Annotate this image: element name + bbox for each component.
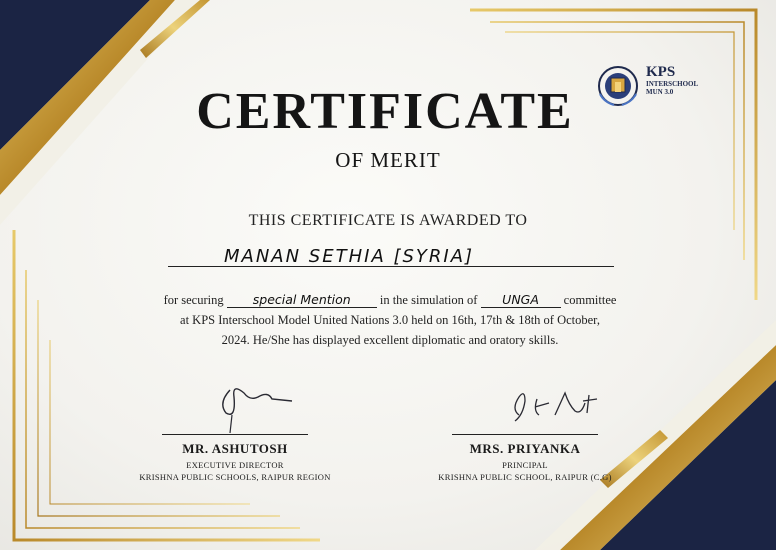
body-line-1: [130, 290, 650, 310]
awarded-to-label: THIS CERTIFICATE IS AWARDED TO: [248, 212, 528, 229]
signatory-role: PRINCIPAL: [502, 460, 548, 470]
signatory-left: [120, 434, 350, 482]
ashutosh-signature: [210, 375, 300, 435]
recipient-underline: [168, 266, 614, 267]
body-middle: in the simulation of: [379, 293, 478, 307]
body-suffix: committee: [563, 293, 617, 307]
body-prefix: for securing: [163, 293, 224, 307]
committee-field: UNGA: [481, 293, 561, 308]
award-field: special Mention: [227, 293, 377, 308]
signatory-role: EXECUTIVE DIRECTOR: [186, 460, 284, 470]
certificate-title: CERTIFICATE: [196, 83, 574, 140]
signatory-name: MR. ASHUTOSH: [182, 441, 288, 456]
signatory-name: MRS. PRIYANKA: [469, 441, 581, 456]
signatory-organization: KRISHNA PUBLIC SCHOOLS, RAIPUR REGION: [139, 472, 331, 482]
signature-line: [162, 434, 308, 435]
logo-line-2: MUN 3.0: [646, 88, 674, 96]
signatory-organization: KRISHNA PUBLIC SCHOOL, RAIPUR (C.G): [438, 472, 612, 482]
signature-line: [452, 434, 598, 435]
logo-name: KPS: [646, 64, 676, 80]
signatory-right: [410, 434, 640, 482]
body-line-3: 2024. He/She has displayed excellent diplomatic and oratory skills.: [221, 333, 559, 347]
priyanka-signature: [505, 385, 605, 425]
logo-line-1: INTERSCHOOL: [646, 80, 699, 88]
recipient-name: MANAN SETHIA [SYRIA]: [224, 246, 475, 267]
certificate-subtitle: OF MERIT: [335, 148, 441, 172]
body-line-2: at KPS Interschool Model United Nations 3.0 held on 16th, 17th & 18th of October,: [180, 313, 600, 327]
